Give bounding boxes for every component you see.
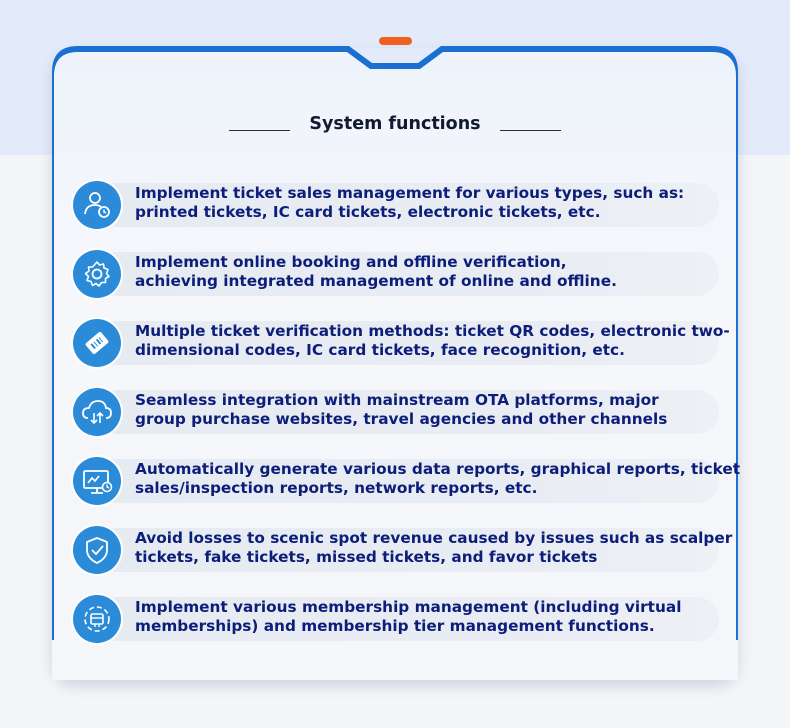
feature-item xyxy=(73,388,721,436)
feature-text-line: memberships) and membership tier management functions. xyxy=(135,617,655,635)
gear-icon xyxy=(73,250,121,298)
feature-text xyxy=(135,598,725,636)
feature-item xyxy=(73,526,733,574)
feature-text-line: group purchase websites, travel agencies and other channels xyxy=(135,410,668,428)
ticket-scan-icon xyxy=(73,319,121,367)
feature-text-line: tickets, fake tickets, missed tickets, and favor tickets xyxy=(135,548,598,566)
feature-text-line: Seamless integration with mainstream OTA platforms, major xyxy=(135,391,659,409)
feature-item xyxy=(73,595,721,643)
feature-text xyxy=(135,529,733,567)
feature-item xyxy=(73,181,721,229)
feature-text-line: achieving integrated management of online and offline. xyxy=(135,272,617,290)
accent-pill xyxy=(379,37,412,45)
feature-text-line: Implement ticket sales management for various types, such as: xyxy=(135,184,685,202)
feature-text xyxy=(135,253,725,291)
member-badge-icon xyxy=(73,595,121,643)
feature-text-line: dimensional codes, IC card tickets, face recognition, etc. xyxy=(135,341,625,359)
feature-text xyxy=(135,460,741,498)
feature-text-line: Automatically generate various data reports, graphical reports, ticket xyxy=(135,460,741,478)
shield-check-icon xyxy=(73,526,121,574)
feature-text-line: printed tickets, IC card tickets, electronic tickets, etc. xyxy=(135,203,601,221)
feature-text-line: Implement various membership management (including virtual xyxy=(135,598,682,616)
feature-text-line: sales/inspection reports, network reports, etc. xyxy=(135,479,538,497)
feature-text xyxy=(135,391,725,429)
feature-text-line: Avoid losses to scenic spot revenue caused by issues such as scalper xyxy=(135,529,733,547)
cloud-sync-icon xyxy=(73,388,121,436)
user-clock-icon xyxy=(73,181,121,229)
title-divider-right xyxy=(500,130,561,131)
feature-item xyxy=(73,319,730,367)
feature-text-line: Multiple ticket verification methods: ticket QR codes, electronic two- xyxy=(135,322,730,340)
section-title: System functions xyxy=(309,114,481,134)
feature-item xyxy=(73,250,721,298)
feature-text xyxy=(135,322,730,360)
feature-text-line: Implement online booking and offline verification, xyxy=(135,253,567,271)
feature-item xyxy=(73,457,741,505)
feature-text xyxy=(135,184,725,222)
monitor-report-icon xyxy=(73,457,121,505)
